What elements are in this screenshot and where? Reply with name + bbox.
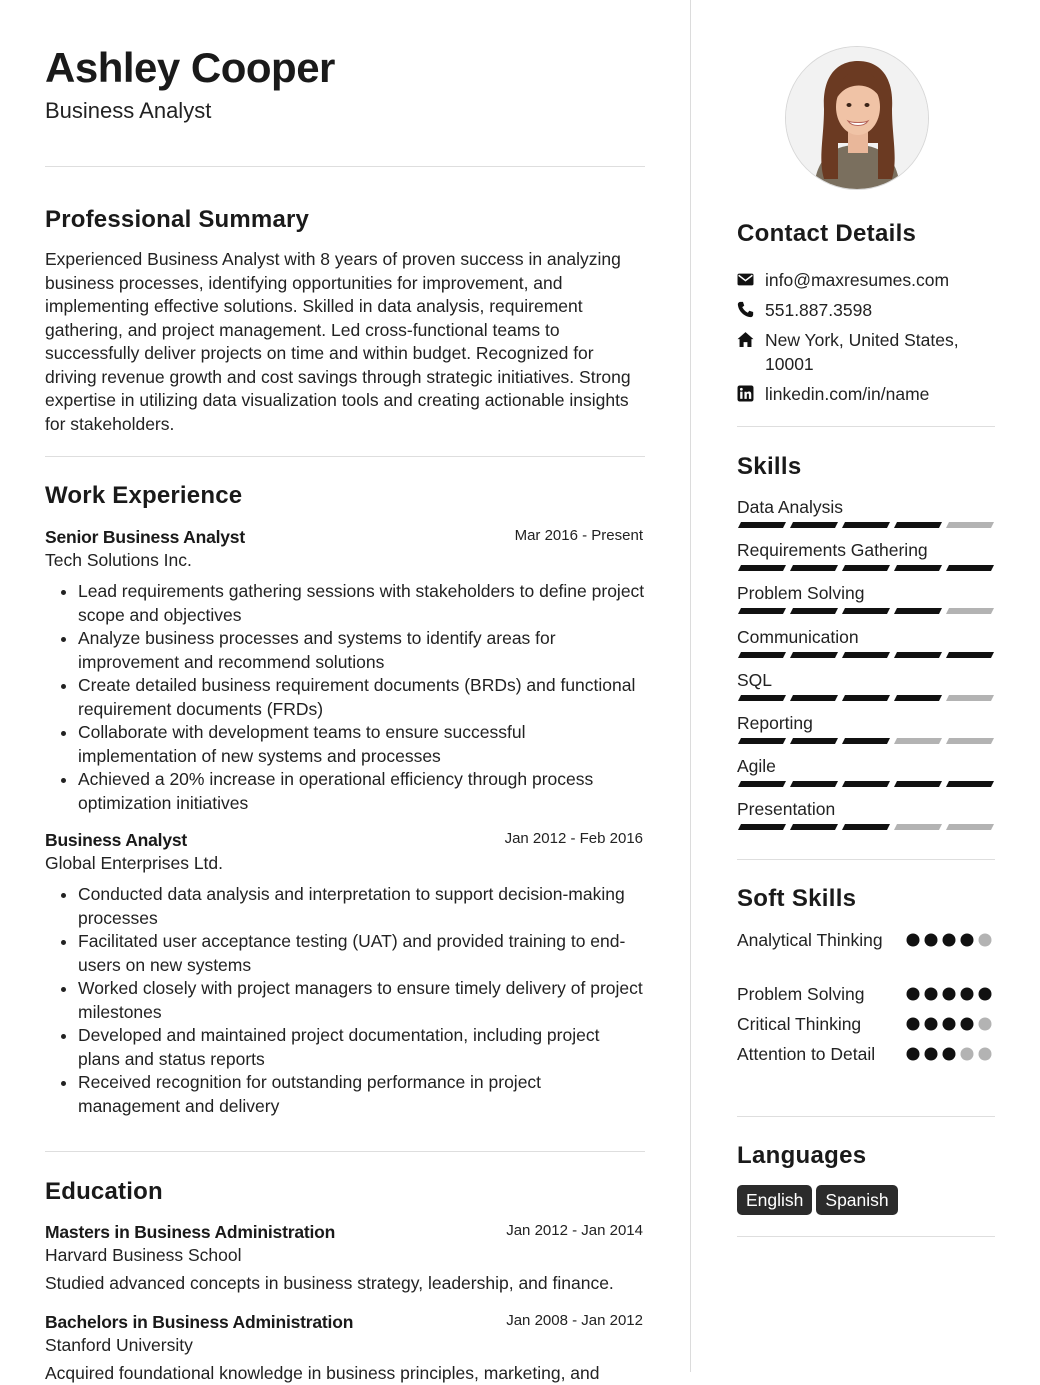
- skill-level-segment: [946, 738, 994, 744]
- skill-level-segment: [894, 608, 942, 614]
- skill-level-segment: [894, 652, 942, 658]
- soft-skill-rating: [905, 1046, 993, 1062]
- education-date: Jan 2012 - Jan 2014: [506, 1222, 643, 1239]
- skill-name: Data Analysis: [737, 497, 844, 517]
- rating-dot: [925, 1048, 938, 1061]
- soft-skill-name: Analytical Thinking: [737, 930, 883, 950]
- education-entry: [45, 1220, 645, 1295]
- profile-photo: [785, 46, 929, 190]
- soft-skill-name: Critical Thinking: [737, 1014, 862, 1034]
- skill-name: SQL: [737, 670, 773, 690]
- skill-item: [737, 539, 995, 561]
- job-bullet: • Developed and maintained project documentation, including project plans and status reports: [78, 1024, 645, 1071]
- education-description: Studied advanced concepts in business strategy, leadership, and finance.: [45, 1273, 614, 1293]
- skill-level-segment: [738, 652, 786, 658]
- skill-level-segment: [946, 695, 994, 701]
- education-date: Jan 2008 - Jan 2012: [506, 1312, 643, 1329]
- skills-divider: [737, 859, 995, 860]
- soft-skill-item: [737, 928, 995, 952]
- skill-level-segment: [946, 652, 994, 658]
- job-company: Global Enterprises Ltd.: [45, 853, 224, 873]
- language-badge: Spanish: [816, 1185, 897, 1215]
- skill-level-segment: [738, 738, 786, 744]
- rating-dot: [943, 988, 956, 1001]
- skill-level-segment: [842, 522, 890, 528]
- header-divider: [45, 166, 645, 167]
- skill-level-segment: [842, 695, 890, 701]
- school-name: Harvard Business School: [45, 1245, 242, 1265]
- skill-level-segment: [738, 608, 786, 614]
- envelope-icon: [737, 271, 754, 288]
- skill-level-segment: [790, 652, 838, 658]
- skill-item: [737, 798, 995, 820]
- skill-level-segment: [842, 608, 890, 614]
- skill-level-segment: [894, 781, 942, 787]
- skill-level-segment: [738, 781, 786, 787]
- skill-level-segment: [842, 652, 890, 658]
- skill-level-bar: [737, 608, 995, 616]
- column-divider: [690, 0, 691, 1372]
- skill-level-segment: [738, 695, 786, 701]
- job-bullet: • Lead requirements gathering sessions with stakeholders to define project scope and objectives: [78, 580, 645, 627]
- candidate-role: Business Analyst: [45, 98, 212, 123]
- skill-name: Presentation: [737, 799, 836, 819]
- skill-level-segment: [946, 565, 994, 571]
- experience-divider: [45, 1151, 645, 1152]
- skill-level-segment: [790, 738, 838, 744]
- rating-dot: [925, 1018, 938, 1031]
- skill-name: Reporting: [737, 713, 813, 733]
- skill-level-segment: [894, 738, 942, 744]
- skill-level-segment: [790, 695, 838, 701]
- skill-level-segment: [738, 824, 786, 830]
- education-entry: [45, 1310, 645, 1385]
- rating-dot: [979, 1018, 992, 1031]
- degree-title: Bachelors in Business Administration: [45, 1312, 354, 1332]
- job-bullets: [45, 883, 645, 1118]
- skill-level-segment: [894, 824, 942, 830]
- rating-dot: [907, 1018, 920, 1031]
- skill-level-segment: [790, 781, 838, 787]
- rating-dot: [979, 1048, 992, 1061]
- skill-name: Problem Solving: [737, 583, 865, 603]
- rating-dot: [907, 934, 920, 947]
- job-title: Senior Business Analyst: [45, 527, 245, 547]
- job-bullet: • Worked closely with project managers to ensure timely delivery of project milestones: [78, 977, 645, 1024]
- summary-title: Professional Summary: [45, 206, 310, 233]
- summary-text: Experienced Business Analyst with 8 years of proven success in analyzing business processes, identifying opportunities for improvement, and implementing effective solutions. Skilled in data analysis, requirement gathering, and project management. Led cross-functional teams to successfully deliver projects on time and within budget. Recognized for driving revenue growth and cost savings through strategic initiatives. Strong expertise in utilizing data visualization tools and creating actionable insights for stakeholders.: [45, 249, 631, 434]
- linkedin-text: linkedin.com/in/name: [765, 384, 930, 404]
- skill-level-segment: [842, 738, 890, 744]
- skill-level-segment: [946, 781, 994, 787]
- skill-level-segment: [894, 695, 942, 701]
- job-bullet: • Collaborate with development teams to ensure successful implementation of new systems and processes: [78, 721, 645, 768]
- soft-skill-rating: [905, 1016, 993, 1032]
- skill-name: Agile: [737, 756, 776, 776]
- skill-level-segment: [790, 608, 838, 614]
- job-bullet: • Received recognition for outstanding performance in project management and delivery: [78, 1071, 645, 1118]
- phone-text: 551.887.3598: [765, 300, 873, 320]
- skill-item: [737, 669, 995, 691]
- rating-dot: [943, 1018, 956, 1031]
- soft-skill-item: [737, 1012, 995, 1036]
- soft-skill-rating: [905, 932, 993, 948]
- skill-level-segment: [790, 522, 838, 528]
- job-bullets: [45, 580, 645, 815]
- home-icon: [737, 331, 754, 348]
- soft-skill-item: [737, 1042, 995, 1066]
- contact-title: Contact Details: [737, 220, 917, 247]
- summary-divider: [45, 456, 645, 457]
- candidate-name: Ashley Cooper: [45, 44, 335, 91]
- skill-level-segment: [894, 522, 942, 528]
- job-company: Tech Solutions Inc.: [45, 550, 192, 570]
- job-bullet: • Facilitated user acceptance testing (UAT) and provided training to end-users on new systems: [78, 930, 645, 977]
- skill-level-segment: [842, 781, 890, 787]
- skill-level-bar: [737, 565, 995, 573]
- soft-skill-name: Problem Solving: [737, 984, 865, 1004]
- rating-dot: [943, 934, 956, 947]
- rating-dot: [961, 988, 974, 1001]
- email-text: info@maxresumes.com: [765, 270, 950, 290]
- skill-level-segment: [842, 565, 890, 571]
- skill-level-segment: [790, 565, 838, 571]
- rating-dot: [979, 934, 992, 947]
- school-name: Stanford University: [45, 1335, 193, 1355]
- job-date: Jan 2012 - Feb 2016: [504, 830, 643, 847]
- education-description: Acquired foundational knowledge in business principles, marketing, and: [45, 1363, 600, 1383]
- job-bullet: • Conducted data analysis and interpretation to support decision-making processes: [78, 883, 645, 930]
- job-bullet: • Create detailed business requirement documents (BRDs) and functional requirement documents (FRDs): [78, 674, 645, 721]
- skill-level-segment: [738, 565, 786, 571]
- skill-level-bar: [737, 738, 995, 746]
- soft-skill-name: Attention to Detail: [737, 1044, 876, 1064]
- job-bullet: • Achieved a 20% increase in operational efficiency through process optimization initiatives: [78, 768, 645, 815]
- skill-item: [737, 496, 995, 518]
- soft-skill-rating: [905, 986, 993, 1002]
- rating-dot: [907, 988, 920, 1001]
- job-date: Mar 2016 - Present: [514, 527, 643, 544]
- profile-photo-illustration: [786, 47, 928, 189]
- skill-level-bar: [737, 824, 995, 832]
- skill-name: Communication: [737, 627, 859, 647]
- soft-skills-title: Soft Skills: [737, 885, 857, 912]
- address-text: New York, United States, 10001: [765, 330, 959, 374]
- skill-level-segment: [946, 824, 994, 830]
- skill-level-bar: [737, 781, 995, 789]
- skill-item: [737, 755, 995, 777]
- rating-dot: [961, 934, 974, 947]
- contact-divider: [737, 426, 995, 427]
- languages-title: Languages: [737, 1142, 867, 1169]
- job-title: Business Analyst: [45, 830, 188, 850]
- job-entry: [45, 828, 645, 1118]
- skill-level-segment: [790, 824, 838, 830]
- rating-dot: [907, 1048, 920, 1061]
- rating-dot: [961, 1018, 974, 1031]
- skill-level-bar: [737, 522, 995, 530]
- rating-dot: [925, 934, 938, 947]
- skill-level-segment: [946, 522, 994, 528]
- skill-item: [737, 626, 995, 648]
- skill-name: Requirements Gathering: [737, 540, 928, 560]
- language-list: [737, 1185, 902, 1215]
- phone-icon: [737, 301, 754, 318]
- language-badge: English: [737, 1185, 812, 1215]
- skill-item: [737, 582, 995, 604]
- skill-level-segment: [738, 522, 786, 528]
- rating-dot: [943, 1048, 956, 1061]
- job-bullet: • Analyze business processes and systems to identify areas for improvement and recommend solutions: [78, 627, 645, 674]
- experience-title: Work Experience: [45, 482, 243, 509]
- soft-skills-divider: [737, 1116, 995, 1117]
- rating-dot: [979, 988, 992, 1001]
- skill-level-bar: [737, 695, 995, 703]
- rating-dot: [925, 988, 938, 1001]
- skill-level-segment: [946, 608, 994, 614]
- languages-divider: [737, 1236, 995, 1237]
- soft-skill-item: [737, 982, 995, 1006]
- skills-title: Skills: [737, 453, 802, 480]
- education-title: Education: [45, 1178, 163, 1205]
- rating-dot: [961, 1048, 974, 1061]
- linkedin-icon: [737, 385, 754, 402]
- skill-item: [737, 712, 995, 734]
- skill-level-segment: [894, 565, 942, 571]
- degree-title: Masters in Business Administration: [45, 1222, 336, 1242]
- job-entry: [45, 525, 645, 815]
- skill-level-bar: [737, 652, 995, 660]
- skill-level-segment: [842, 824, 890, 830]
